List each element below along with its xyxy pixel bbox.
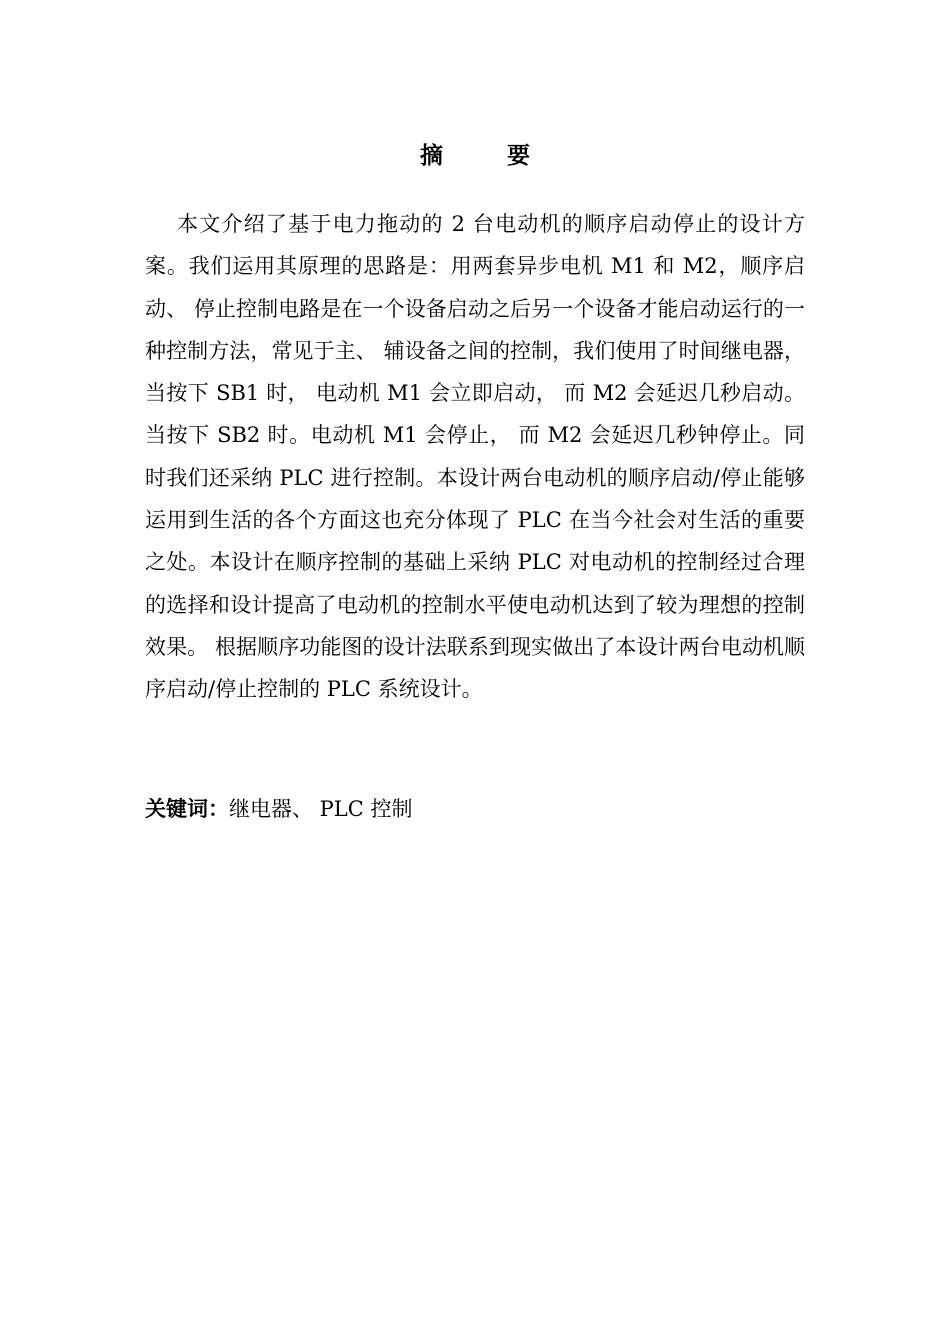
abstract-paragraph: 本文介绍了基于电力拖动的 2 台电动机的顺序启动停止的设计方案。我们运用其原理的思路是：用两套异步电机 M1 和 M2，顺序启动、 停止控制电路是在一个设备启动之后另一个设备才能启动运行的一种控制方法，常见于主、 辅设备之间的控制，我们使用了时间继电器， 当按下 SB1 时， 电动机 M1 会立即启动， 而 M2 会延迟几秒启动。当按下 SB2 时。电动机 M1 会停止， 而 M2 会延迟几秒钟停止。同时我们还采纳 PLC 进行控制。本设计两台电动机的顺序启动/停止能够运用到生活的各个方面这也充分体现了 PLC 在当今社会对生活的重要之处。本设计在顺序控制的基础上采纳 PLC 对电动机的控制经过合理的选择和设计提高了电动机的控制水平使电动机达到了较为理想的控制效果。 根据顺序功能图的设计法联系到现实做出了本设计两台电动机顺序启动/停止控制的 PLC 系统设计。 bbox=[145, 212, 805, 702]
keywords-value: 继电器、 PLC 控制 bbox=[229, 797, 413, 821]
keywords-line bbox=[145, 788, 805, 830]
title-char-right: 要 bbox=[507, 143, 530, 169]
keywords-label: 关键词： bbox=[145, 797, 229, 821]
page-title bbox=[0, 140, 950, 172]
title-char-left: 摘 bbox=[420, 143, 443, 169]
